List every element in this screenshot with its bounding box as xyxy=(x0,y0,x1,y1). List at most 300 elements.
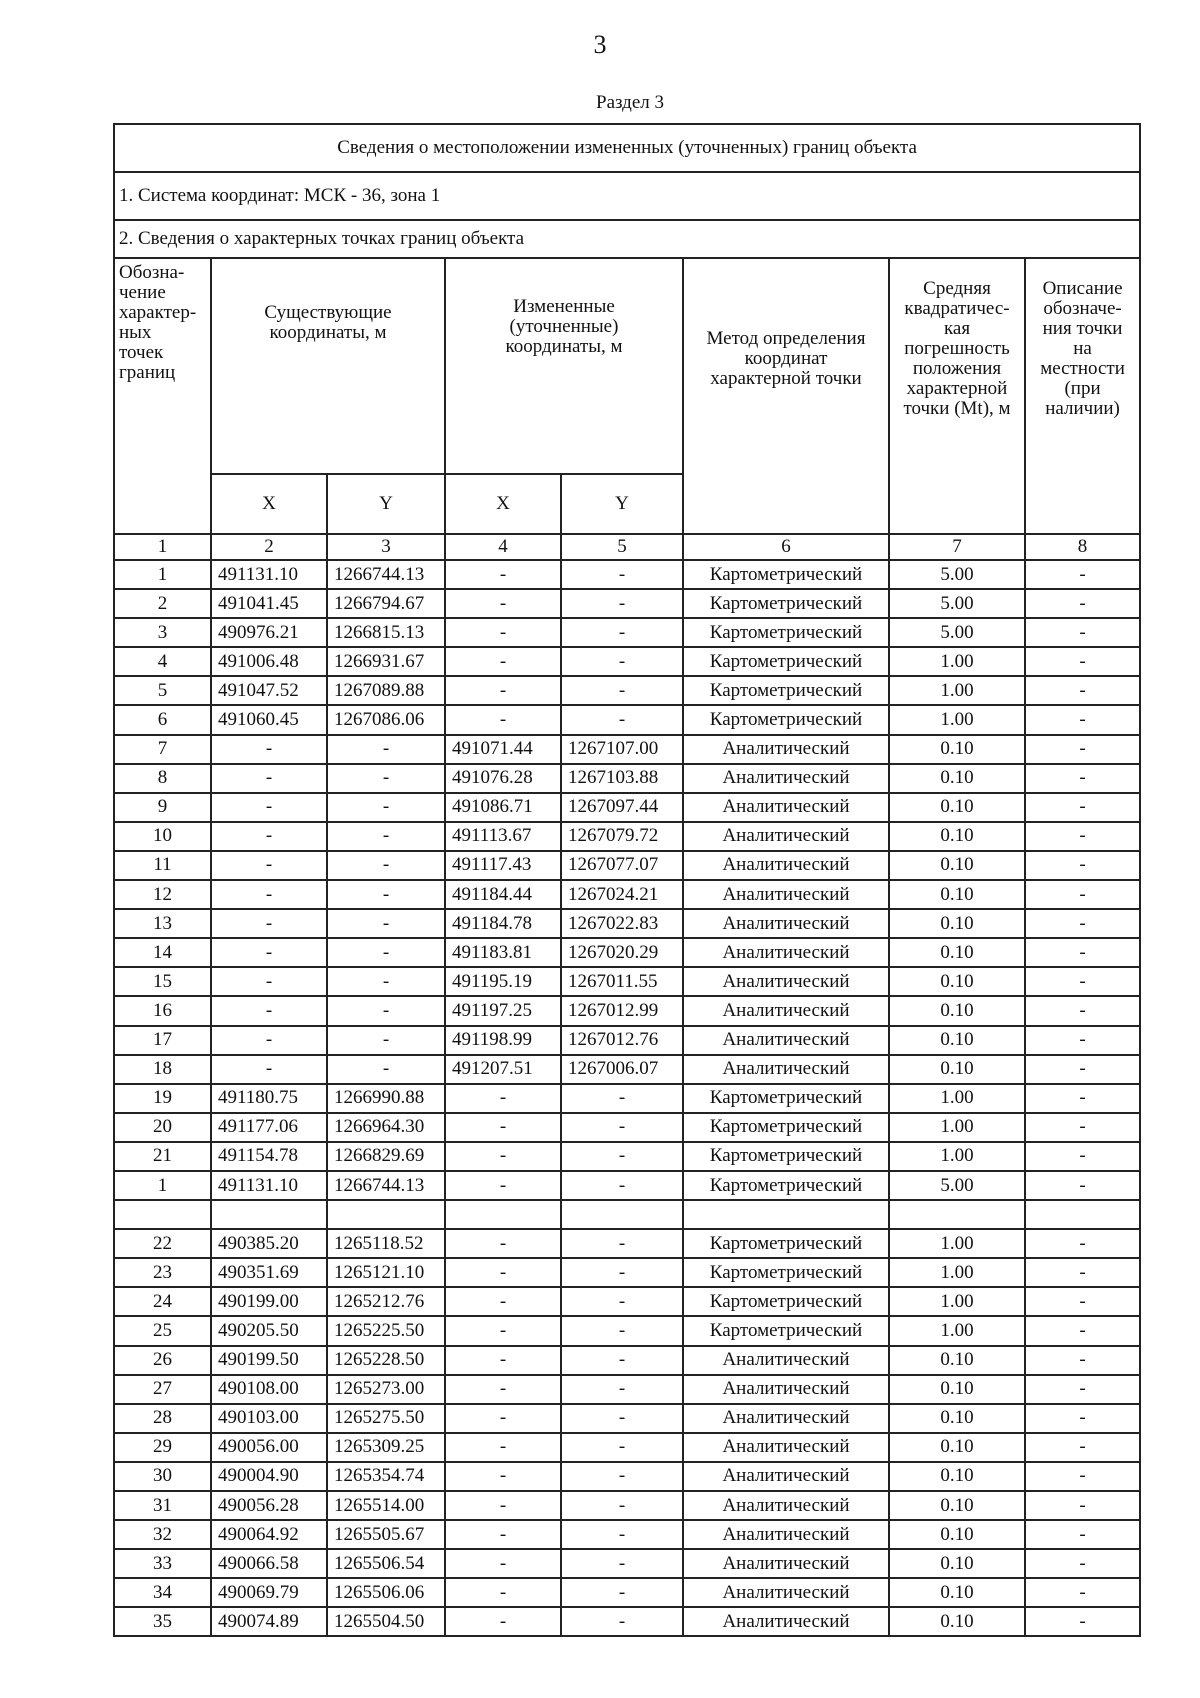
description-cell: - xyxy=(1025,851,1140,880)
error-mt-cell: 0.10 xyxy=(889,1578,1025,1607)
changed-y-cell: - xyxy=(561,1258,683,1287)
method-cell: Картометрический xyxy=(683,676,889,705)
method-cell: Аналитический xyxy=(683,793,889,822)
error-mt-cell: 0.10 xyxy=(889,996,1025,1025)
changed-y-cell: - xyxy=(561,1287,683,1316)
point-id-cell: 12 xyxy=(114,880,211,909)
error-mt-cell: 1.00 xyxy=(889,705,1025,734)
description-cell: - xyxy=(1025,1578,1140,1607)
method-cell: Аналитический xyxy=(683,1375,889,1404)
error-mt-cell: 1.00 xyxy=(889,647,1025,676)
error-mt-cell xyxy=(889,1200,1025,1229)
method-cell: Картометрический xyxy=(683,647,889,676)
table-row xyxy=(114,880,1140,909)
existing-y-cell: 1265121.10 xyxy=(327,1258,445,1287)
method-cell: Аналитический xyxy=(683,1462,889,1491)
description-cell: - xyxy=(1025,1084,1140,1113)
header-existing-text: Существующие координаты, м xyxy=(264,302,392,343)
method-cell: Картометрический xyxy=(683,1229,889,1258)
table-header-block xyxy=(114,124,1140,560)
changed-x-cell: - xyxy=(445,560,561,589)
existing-x-cell: 491060.45 xyxy=(211,705,327,734)
method-cell: Картометрический xyxy=(683,1171,889,1200)
changed-x-cell: 491113.67 xyxy=(445,822,561,851)
description-cell: - xyxy=(1025,1229,1140,1258)
changed-y-cell: - xyxy=(561,1404,683,1433)
description-cell: - xyxy=(1025,1491,1140,1520)
changed-x-cell: - xyxy=(445,1229,561,1258)
changed-y-cell: - xyxy=(561,1549,683,1578)
table-title: Сведения о местоположении измененных (уточненных) границ объекта xyxy=(114,124,1140,172)
table-row xyxy=(114,1200,1140,1229)
error-mt-cell: 1.00 xyxy=(889,1316,1025,1345)
error-mt-cell: 0.10 xyxy=(889,1607,1025,1636)
changed-x-cell: 491195.19 xyxy=(445,967,561,996)
existing-y-cell: - xyxy=(327,938,445,967)
existing-y-cell: 1265506.06 xyxy=(327,1578,445,1607)
point-id-cell: 20 xyxy=(114,1113,211,1142)
method-cell: Аналитический xyxy=(683,1549,889,1578)
changed-x-cell: 491183.81 xyxy=(445,938,561,967)
method-cell: Аналитический xyxy=(683,880,889,909)
changed-x-cell: - xyxy=(445,1607,561,1636)
changed-x-cell: - xyxy=(445,1142,561,1171)
method-cell: Аналитический xyxy=(683,1433,889,1462)
existing-y-cell: - xyxy=(327,996,445,1025)
error-mt-cell: 0.10 xyxy=(889,793,1025,822)
error-mt-cell: 1.00 xyxy=(889,1258,1025,1287)
existing-x-cell: - xyxy=(211,764,327,793)
changed-x-cell: - xyxy=(445,1404,561,1433)
method-cell: Аналитический xyxy=(683,1520,889,1549)
changed-y-cell: 1267024.21 xyxy=(561,880,683,909)
header-method xyxy=(683,258,889,534)
existing-x-cell: 490103.00 xyxy=(211,1404,327,1433)
existing-y-cell: 1266794.67 xyxy=(327,589,445,618)
existing-y-cell: - xyxy=(327,793,445,822)
existing-x-cell: 490205.50 xyxy=(211,1316,327,1345)
changed-y-cell: 1267011.55 xyxy=(561,967,683,996)
coordinate-system: 1. Система координат: МСК - 36, зона 1 xyxy=(114,172,1140,220)
changed-x-cell: - xyxy=(445,705,561,734)
header-description-text: Описание обозначе- ния точки на местности (при наличии) xyxy=(1040,278,1125,419)
description-cell: - xyxy=(1025,1375,1140,1404)
table-row xyxy=(114,1491,1140,1520)
table-row xyxy=(114,1113,1140,1142)
header-existing-coordinates xyxy=(211,258,445,474)
table-row xyxy=(114,1084,1140,1113)
changed-y-cell: - xyxy=(561,589,683,618)
error-mt-cell: 1.00 xyxy=(889,676,1025,705)
method-cell: Аналитический xyxy=(683,735,889,764)
table-row xyxy=(114,705,1140,734)
changed-x-cell: - xyxy=(445,647,561,676)
header-error-text: Средняя квадратичес- кая погрешность положения характерной точки (Mt), м xyxy=(903,278,1011,419)
error-mt-cell: 0.10 xyxy=(889,1462,1025,1491)
error-mt-cell: 0.10 xyxy=(889,851,1025,880)
existing-x-cell: 491047.52 xyxy=(211,676,327,705)
existing-x-cell: 490199.50 xyxy=(211,1346,327,1375)
changed-y-cell: 1267079.72 xyxy=(561,822,683,851)
changed-x-cell: - xyxy=(445,1375,561,1404)
changed-x-cell: 491117.43 xyxy=(445,851,561,880)
existing-x-cell: - xyxy=(211,909,327,938)
point-id-cell: 21 xyxy=(114,1142,211,1171)
description-cell: - xyxy=(1025,1549,1140,1578)
changed-x-cell: 491076.28 xyxy=(445,764,561,793)
changed-y-cell: 1267012.76 xyxy=(561,1026,683,1055)
description-cell: - xyxy=(1025,822,1140,851)
existing-y-cell: 1266964.30 xyxy=(327,1113,445,1142)
changed-y-cell xyxy=(561,1200,683,1229)
changed-y-cell: - xyxy=(561,1113,683,1142)
error-mt-cell: 0.10 xyxy=(889,1055,1025,1084)
existing-x-cell: - xyxy=(211,851,327,880)
point-id-cell: 28 xyxy=(114,1404,211,1433)
method-cell: Аналитический xyxy=(683,851,889,880)
changed-y-cell: - xyxy=(561,705,683,734)
changed-y-cell: - xyxy=(561,1520,683,1549)
point-id-cell: 13 xyxy=(114,909,211,938)
method-cell xyxy=(683,1200,889,1229)
description-cell: - xyxy=(1025,1287,1140,1316)
table-row xyxy=(114,851,1140,880)
description-cell: - xyxy=(1025,647,1140,676)
point-id-cell: 6 xyxy=(114,705,211,734)
changed-y-cell: - xyxy=(561,1316,683,1345)
existing-x-cell: 490351.69 xyxy=(211,1258,327,1287)
header-description xyxy=(1025,258,1140,534)
method-cell: Картометрический xyxy=(683,1287,889,1316)
description-cell: - xyxy=(1025,1607,1140,1636)
existing-y-cell: 1267089.88 xyxy=(327,676,445,705)
changed-x-cell: - xyxy=(445,1578,561,1607)
error-mt-cell: 0.10 xyxy=(889,967,1025,996)
point-id-cell xyxy=(114,1200,211,1229)
table-row xyxy=(114,735,1140,764)
changed-x-cell: - xyxy=(445,1287,561,1316)
changed-x-cell: - xyxy=(445,1258,561,1287)
changed-y-cell: 1267020.29 xyxy=(561,938,683,967)
column-number: 6 xyxy=(683,534,889,560)
changed-x-cell: - xyxy=(445,1113,561,1142)
description-cell: - xyxy=(1025,589,1140,618)
table-row xyxy=(114,1462,1140,1491)
changed-x-cell: - xyxy=(445,1346,561,1375)
changed-y-cell: - xyxy=(561,618,683,647)
method-cell: Картометрический xyxy=(683,560,889,589)
changed-x-cell: - xyxy=(445,676,561,705)
existing-y-cell: 1266744.13 xyxy=(327,560,445,589)
table-row xyxy=(114,1375,1140,1404)
method-cell: Аналитический xyxy=(683,1055,889,1084)
points-info-heading: 2. Сведения о характерных точках границ объекта xyxy=(114,220,1140,258)
changed-y-cell: 1267107.00 xyxy=(561,735,683,764)
table-row xyxy=(114,1433,1140,1462)
existing-y-cell: - xyxy=(327,822,445,851)
point-id-cell: 35 xyxy=(114,1607,211,1636)
error-mt-cell: 0.10 xyxy=(889,1346,1025,1375)
table-row xyxy=(114,1055,1140,1084)
description-cell: - xyxy=(1025,618,1140,647)
table-row xyxy=(114,1346,1140,1375)
changed-y-cell: - xyxy=(561,1171,683,1200)
existing-y-cell: 1266815.13 xyxy=(327,618,445,647)
existing-x-cell: 490056.00 xyxy=(211,1433,327,1462)
existing-y-cell: 1265275.50 xyxy=(327,1404,445,1433)
header-method-text: Метод определения координат характерной точки xyxy=(706,328,866,389)
existing-y-cell: 1265309.25 xyxy=(327,1433,445,1462)
existing-x-cell: 491180.75 xyxy=(211,1084,327,1113)
changed-y-cell: - xyxy=(561,1142,683,1171)
point-id-cell: 1 xyxy=(114,560,211,589)
changed-y-cell: - xyxy=(561,1229,683,1258)
changed-y-cell: - xyxy=(561,1607,683,1636)
point-id-cell: 31 xyxy=(114,1491,211,1520)
point-id-cell: 18 xyxy=(114,1055,211,1084)
error-mt-cell: 0.10 xyxy=(889,1549,1025,1578)
changed-x-cell: 491184.44 xyxy=(445,880,561,909)
changed-y-cell: 1267022.83 xyxy=(561,909,683,938)
existing-x-cell: - xyxy=(211,1026,327,1055)
header-existing-x: X xyxy=(211,474,327,534)
existing-x-cell: 490385.20 xyxy=(211,1229,327,1258)
existing-y-cell: 1265228.50 xyxy=(327,1346,445,1375)
error-mt-cell: 5.00 xyxy=(889,560,1025,589)
changed-x-cell: - xyxy=(445,1084,561,1113)
method-cell: Аналитический xyxy=(683,822,889,851)
existing-x-cell: 490976.21 xyxy=(211,618,327,647)
changed-x-cell: - xyxy=(445,1520,561,1549)
table-row xyxy=(114,1549,1140,1578)
error-mt-cell: 0.10 xyxy=(889,1491,1025,1520)
section-title: Раздел 3 xyxy=(596,92,664,113)
table-row xyxy=(114,560,1140,589)
point-id-cell: 22 xyxy=(114,1229,211,1258)
column-number: 1 xyxy=(114,534,211,560)
existing-x-cell: 491154.78 xyxy=(211,1142,327,1171)
table-row xyxy=(114,1142,1140,1171)
table-row xyxy=(114,822,1140,851)
description-cell: - xyxy=(1025,735,1140,764)
changed-y-cell: 1267097.44 xyxy=(561,793,683,822)
description-cell: - xyxy=(1025,1258,1140,1287)
header-changed-x: X xyxy=(445,474,561,534)
changed-y-cell: - xyxy=(561,1491,683,1520)
point-id-cell: 3 xyxy=(114,618,211,647)
header-existing-y: Y xyxy=(327,474,445,534)
changed-x-cell: - xyxy=(445,1491,561,1520)
error-mt-cell: 5.00 xyxy=(889,618,1025,647)
existing-x-cell: - xyxy=(211,938,327,967)
description-cell: - xyxy=(1025,676,1140,705)
error-mt-cell: 1.00 xyxy=(889,1113,1025,1142)
error-mt-cell: 0.10 xyxy=(889,938,1025,967)
point-id-cell: 32 xyxy=(114,1520,211,1549)
point-id-cell: 15 xyxy=(114,967,211,996)
existing-x-cell: - xyxy=(211,880,327,909)
point-id-cell: 27 xyxy=(114,1375,211,1404)
table-row xyxy=(114,793,1140,822)
table-row xyxy=(114,1258,1140,1287)
existing-x-cell: 490056.28 xyxy=(211,1491,327,1520)
changed-x-cell: - xyxy=(445,1549,561,1578)
existing-x-cell: 490199.00 xyxy=(211,1287,327,1316)
existing-x-cell: 490108.00 xyxy=(211,1375,327,1404)
table-row xyxy=(114,1287,1140,1316)
header-designation-text: Обозна- чение характер- ных точек границ xyxy=(119,262,197,383)
existing-y-cell: 1265504.50 xyxy=(327,1607,445,1636)
point-id-cell: 7 xyxy=(114,735,211,764)
header-error xyxy=(889,258,1025,534)
description-cell: - xyxy=(1025,793,1140,822)
header-changed-y: Y xyxy=(561,474,683,534)
changed-x-cell: - xyxy=(445,589,561,618)
existing-y-cell: 1265505.67 xyxy=(327,1520,445,1549)
point-id-cell: 26 xyxy=(114,1346,211,1375)
boundary-points-table xyxy=(113,123,1141,1637)
changed-y-cell: - xyxy=(561,1346,683,1375)
error-mt-cell: 0.10 xyxy=(889,1404,1025,1433)
method-cell: Картометрический xyxy=(683,618,889,647)
error-mt-cell: 0.10 xyxy=(889,909,1025,938)
changed-y-cell: - xyxy=(561,1578,683,1607)
point-id-cell: 23 xyxy=(114,1258,211,1287)
existing-y-cell: 1265506.54 xyxy=(327,1549,445,1578)
changed-y-cell: - xyxy=(561,1084,683,1113)
column-number: 2 xyxy=(211,534,327,560)
existing-y-cell: 1265273.00 xyxy=(327,1375,445,1404)
column-number: 4 xyxy=(445,534,561,560)
method-cell: Картометрический xyxy=(683,1316,889,1345)
description-cell: - xyxy=(1025,1316,1140,1345)
header-changed-coordinates xyxy=(445,258,683,474)
table-row xyxy=(114,1404,1140,1433)
point-id-cell: 10 xyxy=(114,822,211,851)
existing-x-cell: 491177.06 xyxy=(211,1113,327,1142)
point-id-cell: 5 xyxy=(114,676,211,705)
changed-x-cell: - xyxy=(445,1171,561,1200)
description-cell: - xyxy=(1025,938,1140,967)
point-id-cell: 11 xyxy=(114,851,211,880)
description-cell: - xyxy=(1025,967,1140,996)
existing-x-cell: 491131.10 xyxy=(211,1171,327,1200)
description-cell: - xyxy=(1025,1433,1140,1462)
changed-x-cell: 491197.25 xyxy=(445,996,561,1025)
column-number: 7 xyxy=(889,534,1025,560)
point-id-cell: 33 xyxy=(114,1549,211,1578)
point-id-cell: 34 xyxy=(114,1578,211,1607)
existing-x-cell: 491006.48 xyxy=(211,647,327,676)
point-id-cell: 4 xyxy=(114,647,211,676)
table-body xyxy=(114,560,1140,1636)
method-cell: Аналитический xyxy=(683,1026,889,1055)
error-mt-cell: 0.10 xyxy=(889,735,1025,764)
description-cell: - xyxy=(1025,1055,1140,1084)
point-id-cell: 16 xyxy=(114,996,211,1025)
point-id-cell: 14 xyxy=(114,938,211,967)
existing-x-cell: 491131.10 xyxy=(211,560,327,589)
table-row xyxy=(114,676,1140,705)
changed-x-cell: - xyxy=(445,1433,561,1462)
method-cell: Картометрический xyxy=(683,1142,889,1171)
changed-y-cell: - xyxy=(561,560,683,589)
error-mt-cell: 0.10 xyxy=(889,822,1025,851)
existing-y-cell: - xyxy=(327,1055,445,1084)
changed-x-cell: - xyxy=(445,1462,561,1491)
existing-x-cell: 490004.90 xyxy=(211,1462,327,1491)
error-mt-cell: 5.00 xyxy=(889,589,1025,618)
column-number: 8 xyxy=(1025,534,1140,560)
changed-y-cell: - xyxy=(561,647,683,676)
description-cell: - xyxy=(1025,1142,1140,1171)
description-cell: - xyxy=(1025,705,1140,734)
existing-y-cell: 1267086.06 xyxy=(327,705,445,734)
table-row xyxy=(114,909,1140,938)
method-cell: Аналитический xyxy=(683,938,889,967)
point-id-cell: 1 xyxy=(114,1171,211,1200)
table-row xyxy=(114,938,1140,967)
existing-y-cell xyxy=(327,1200,445,1229)
error-mt-cell: 1.00 xyxy=(889,1229,1025,1258)
method-cell: Аналитический xyxy=(683,1346,889,1375)
changed-y-cell: 1267103.88 xyxy=(561,764,683,793)
description-cell: - xyxy=(1025,1404,1140,1433)
table-row xyxy=(114,589,1140,618)
existing-y-cell: - xyxy=(327,967,445,996)
description-cell: - xyxy=(1025,1462,1140,1491)
description-cell: - xyxy=(1025,1520,1140,1549)
method-cell: Аналитический xyxy=(683,1404,889,1433)
existing-y-cell: - xyxy=(327,851,445,880)
changed-x-cell xyxy=(445,1200,561,1229)
existing-y-cell: - xyxy=(327,880,445,909)
table-row xyxy=(114,1229,1140,1258)
changed-y-cell: - xyxy=(561,1433,683,1462)
description-cell: - xyxy=(1025,909,1140,938)
error-mt-cell: 0.10 xyxy=(889,1026,1025,1055)
changed-y-cell: 1267012.99 xyxy=(561,996,683,1025)
method-cell: Аналитический xyxy=(683,967,889,996)
header-changed-text: Измененные (уточненные) координаты, м xyxy=(505,296,623,357)
table-row xyxy=(114,1607,1140,1636)
method-cell: Картометрический xyxy=(683,1258,889,1287)
existing-x-cell: - xyxy=(211,1055,327,1084)
existing-x-cell: - xyxy=(211,793,327,822)
existing-y-cell: 1265118.52 xyxy=(327,1229,445,1258)
existing-y-cell: 1265354.74 xyxy=(327,1462,445,1491)
existing-x-cell xyxy=(211,1200,327,1229)
changed-x-cell: 491071.44 xyxy=(445,735,561,764)
point-id-cell: 9 xyxy=(114,793,211,822)
table-row xyxy=(114,1316,1140,1345)
table-row xyxy=(114,1171,1140,1200)
error-mt-cell: 0.10 xyxy=(889,1520,1025,1549)
description-cell: - xyxy=(1025,1171,1140,1200)
method-cell: Аналитический xyxy=(683,1491,889,1520)
changed-x-cell: 491184.78 xyxy=(445,909,561,938)
description-cell: - xyxy=(1025,1113,1140,1142)
description-cell: - xyxy=(1025,560,1140,589)
existing-y-cell: 1265514.00 xyxy=(327,1491,445,1520)
error-mt-cell: 0.10 xyxy=(889,764,1025,793)
changed-x-cell: - xyxy=(445,1316,561,1345)
existing-x-cell: - xyxy=(211,735,327,764)
description-cell: - xyxy=(1025,880,1140,909)
table-row xyxy=(114,647,1140,676)
table-row xyxy=(114,1578,1140,1607)
point-id-cell: 19 xyxy=(114,1084,211,1113)
